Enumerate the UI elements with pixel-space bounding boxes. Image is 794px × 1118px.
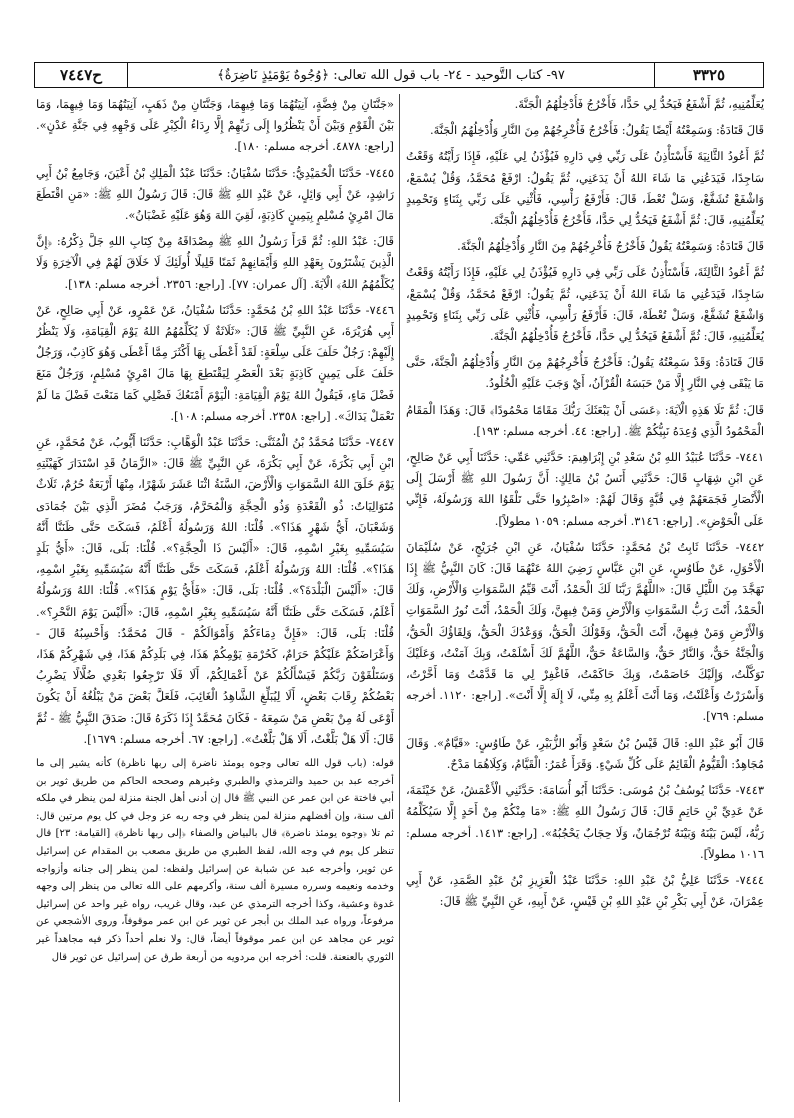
text-paragraph: ٧٤٤٢- حَدَّثَنَا ثَابِتُ بْنُ مُحَمَّدٍ: حَدَّثَنَا سُفْيَانُ، عَنِ ابْنِ جُرَيْجٍ، عَنْ سُلَيْمَانَ الْأَحْوَلِ، عَنْ طَاوُسٍ، عَنِ ابْنِ عَبَّاسٍ رَضِيَ اللهُ عَنْهُمَا قَالَ: كَانَ النَّبِيُّ ﷺ إِذَا تَهَجَّدَ مِنَ اللَّيْلِ قَالَ: «اللَّهُمَّ رَبَّنَا لَكَ الْحَمْدُ، أَنْتَ قَيِّمُ السَّمَوَاتِ وَالْأَرْضِ، وَلَكَ الْحَمْدُ، أَنْتَ رَبُّ السَّمَوَاتِ وَالْأَرْضِ وَمَنْ فِيهِنَّ، وَلَكَ الْحَمْدُ، أَنْتَ نُورُ السَّمَوَاتِ وَالْأَرْضِ وَمَنْ فِيهِنَّ، أَنْتَ الْحَقُّ، وَقَوْلُكَ الْحَقُّ، وَوَعْدُكَ الْحَقُّ، وَلِقَاؤُكَ الْحَقُّ، وَالْجَنَّةُ حَقٌّ، وَالنَّارُ حَقٌّ، وَالسَّاعَةُ حَقٌّ، اللَّهُمَّ لَكَ أَسْلَمْتُ، وَبِكَ آمَنْتُ، وَعَلَيْكَ تَوَكَّلْتُ، وَإِلَيْكَ خَاصَمْتُ، وَبِكَ حَاكَمْتُ، فَاغْفِرْ لِي مَا قَدَّمْتُ وَمَا أَخَّرْتُ، وَأَسْرَرْتُ وَأَعْلَنْتُ، وَمَا أَنْتَ أَعْلَمُ بِهِ مِنِّي، لَا إِلَهَ إِلَّا أَنْتَ». [راجع: ١١٢٠. أخرجه مسلم: ٧٦٩].: [406, 539, 764, 724]
text-paragraph: قَالَ قَتَادَةُ: وَقَدْ سَمِعْتُهُ يَقُولُ: فَأَخْرُجُ فَأُخْرِجُهُمْ مِنَ النَّارِ وَأُدْخِلُهُمُ الْجَنَّةَ، حَتَّى مَا يَبْقَى فِي النَّارِ إِلَّا مَنْ حَبَسَهُ الْقُرْآنُ، أَيْ وَجَبَ عَلَيْهِ الْخُلُودُ.: [406, 355, 764, 391]
page-header: [34, 62, 764, 88]
text-paragraph: «جَنَّتَانِ مِنْ فِضَّةٍ، آنِيَتُهُمَا وَمَا فِيهِمَا، وَجَنَّتَانِ مِنْ ذَهَبٍ، آنِيَتُهُمَا وَمَا فِيهِمَا، وَمَا بَيْنَ الْقَوْمِ وَبَيْنَ أَنْ يَنْظُرُوا إِلَى رَبِّهِمْ إِلَّا رِدَاءُ الْكِبْرِ عَلَى وَجْهِهِ فِي جَنَّةِ عَدْنٍ». [راجع: ٤٨٧٨. أخرجه مسلم: ١٨٠].: [36, 97, 394, 154]
text-paragraph: ثُمَّ أَعُودُ الثَّانِيَةَ فَأَسْتَأْذِنُ عَلَى رَبِّي فِي دَارِهِ فَيُؤْذَنُ لِي عَلَيْهِ، فَإِذَا رَأَيْتُهُ وَقَعْتُ سَاجِدًا، فَيَدَعُنِي مَا شَاءَ اللهُ أَنْ يَدَعَنِي، ثُمَّ يَقُولُ: ارْفَعْ مُحَمَّدُ، وَقُلْ يُسْمَعْ، وَاشْفَعْ تُشَفَّعْ، وَسَلْ تُعْطَ، قَالَ: فَأَرْفَعُ رَأْسِي، فَأُثْنِي عَلَى رَبِّي بِثَنَاءٍ وَتَحْمِيدٍ يُعَلِّمُنِيهِ، قَالَ: ثُمَّ أَشْفَعُ فَيَحُدُّ لِي حَدًّا، فَأَخْرُجُ فَأُدْخِلُهُمُ الْجَنَّةَ.: [406, 149, 764, 228]
commentary-paragraph: قوله: (باب قول الله تعالى وجوه يومئذ ناضرة إلى ربها ناظرة) كأنه يشير إلى ما أخرجه عبد بن حميد والترمذي والطبري وغيرهم وصححه الحاكم من طريق ثوير بن أبي فاختة عن ابن عمر عن النبي ﷺ قال إن أدنى أهل الجنة منزلة لمن ينظر في ملكه ألف سنة، وإن أفضلهم منزلة لمن ينظر في وجه ربه عز وجل في كل يوم مرتين قال: ثم تلا ﴿وجوه يومئذ ناضرة﴾ قال بالبياض والصفاء ﴿إلى ربها ناظرة﴾ [القيامة: ٢٣] قال تنظر كل يوم في وجه الله، لفظ الطبري من طريق مصعب بن المقدام عن إسرائيل عن ثوير، وأخرجه عبد عن شبابة عن إسرائيل ولفظه: لمن ينظر إلى جنانه وأزواجه وخدمه ونعيمه وسرره مسيرة ألف سنة، وأكرمهم على الله تعالى من ينظر إلى وجهه غدوة وعشية، وكذا أخرجه الترمذي عن عبد، وقال غريب، رواه غير واحد عن إسرائيل مرفوعاً، ورواه عبد الملك بن أبجر عن ثوير عن ابن عمر موقوفاً، وروى الأشجعي عن ثوير عن مجاهد عن ابن عمر موقوفاً أيضاً، قال: ولا نعلم أحداً ذكر فيه مجاهداً غير الثوري بالعنعنة. قلت: أخرجه ابن مردويه من أربعة طرق عن إسرائيل عن ثوير قال: [36, 758, 394, 963]
column-divider: [399, 94, 400, 1102]
text-paragraph: قَالَ أَبُو عَبْدِ اللهِ: قَالَ قَيْسُ بْنُ سَعْدٍ وَأَبُو الزُّبَيْرِ، عَنْ طَاوُسٍ: «قَيَّامٌ». وَقَالَ مُجَاهِدٌ: الْقَيُّومُ الْقَائِمُ عَلَى كُلِّ شَيْءٍ. وَقَرَأَ عُمَرُ: الْقَيَّامُ، وَكِلَاهُمَا مَدْحٌ.: [406, 735, 764, 771]
text-paragraph: يُعَلِّمُنِيهِ، ثُمَّ أَشْفَعُ فَيَحُدُّ لِي حَدًّا، فَأَخْرُجُ فَأُدْخِلُهُمُ الْجَنَّةَ.: [514, 97, 764, 111]
text-paragraph: ٧٤٤١- حَدَّثَنَا عُبَيْدُ اللهِ بْنُ سَعْدِ بْنِ إِبْرَاهِيمَ: حَدَّثَنِي عَمِّي: حَدَّثَنَا أَبِي عَنْ صَالِحٍ، عَنِ ابْنِ شِهَابٍ قَالَ: حَدَّثَنِي أَنَسُ بْنُ مَالِكٍ: أَنَّ رَسُولَ اللهِ ﷺ أَرْسَلَ إِلَى الْأَنْصَارِ فَجَمَعَهُمْ فِي قُبَّةٍ وَقَالَ لَهُمْ: «اصْبِرُوا حَتَّى تَلْقَوُا اللهَ وَرَسُولَهُ، فَإِنِّي عَلَى الْحَوْضِ». [راجع: ٣١٤٦. أخرجه مسلم: ١٠٥٩ مطولاً].: [406, 450, 764, 528]
text-paragraph: ثُمَّ أَعُودُ الثَّالِثَةَ، فَأَسْتَأْذِنُ عَلَى رَبِّي فِي دَارِهِ فَيُؤْذَنُ لِي عَلَيْهِ، فَإِذَا رَأَيْتُهُ وَقَعْتُ سَاجِدًا، فَيَدَعُنِي مَا شَاءَ اللهُ أَنْ يَدَعَنِي، ثُمَّ يَقُولُ: ارْفَعْ مُحَمَّدُ، وَقُلْ يُسْمَعْ، وَاشْفَعْ تُشَفَّعْ، وَسَلْ تُعْطَهْ، قَالَ: فَأَرْفَعُ رَأْسِي، فَأُثْنِي عَلَى رَبِّي بِثَنَاءٍ وَتَحْمِيدٍ يُعَلِّمُنِيهِ، قَالَ: ثُمَّ أَشْفَعُ فَيَحُدُّ لِي حَدًّا، فَأَخْرُجُ فَأُدْخِلُهُمُ الْجَنَّةَ.: [406, 265, 764, 344]
text-paragraph: ٧٤٤٧- حَدَّثَنَا مُحَمَّدُ بْنُ الْمُثَنَّى: حَدَّثَنَا عَبْدُ الْوَهَّابِ: حَدَّثَنَا أَيُّوبُ، عَنْ مُحَمَّدٍ، عَنِ ابْنِ أَبِي بَكْرَةَ، عَنْ أَبِي بَكْرَةَ، عَنِ النَّبِيِّ ﷺ قَالَ: «الزَّمَانُ قَدِ اسْتَدَارَ كَهَيْئَتِهِ يَوْمَ خَلَقَ اللهُ السَّمَوَاتِ وَالْأَرْضَ، السَّنَةُ اثْنَا عَشَرَ شَهْرًا، مِنْهَا أَرْبَعَةٌ حُرُمٌ، ثَلَاثٌ مُتَوَالِيَاتٌ: ذُو الْقَعْدَةِ وَذُو الْحِجَّةِ وَالْمُحَرَّمُ، وَرَجَبُ مُضَرَ الَّذِي بَيْنَ جُمَادَى وَشَعْبَانَ، أَيُّ شَهْرٍ هَذَا؟». قُلْنَا: اللهُ وَرَسُولُهُ أَعْلَمُ، فَسَكَتَ حَتَّى ظَنَنَّا أَنَّهُ سَيُسَمِّيهِ بِغَيْرِ اسْمِهِ، قَالَ: «أَلَيْسَ ذَا الْحِجَّةِ؟». قُلْنَا: بَلَى، قَالَ: «أَيُّ بَلَدٍ هَذَا؟». قُلْنَا: اللهُ وَرَسُولُهُ أَعْلَمُ، فَسَكَتَ حَتَّى ظَنَنَّا أَنَّهُ سَيُسَمِّيهِ بِغَيْرِ اسْمِهِ، قَالَ: «أَلَيْسَ الْبَلْدَةَ؟». قُلْنَا: بَلَى، قَالَ: «فَأَيُّ يَوْمٍ هَذَا؟». قُلْنَا: اللهُ وَرَسُولُهُ أَعْلَمُ، فَسَكَتَ حَتَّى ظَنَنَّا أَنَّهُ سَيُسَمِّيهِ بِغَيْرِ اسْمِهِ، قَالَ: «أَلَيْسَ يَوْمَ النَّحْرِ؟». قُلْنَا: بَلَى، قَالَ: «فَإِنَّ دِمَاءَكُمْ وَأَمْوَالَكُمْ - قَالَ مُحَمَّدٌ: وَأَحْسِبُهُ قَالَ - وَأَعْرَاضَكُمْ عَلَيْكُمْ حَرَامٌ، كَحُرْمَةِ يَوْمِكُمْ هَذَا، فِي بَلَدِكُمْ هَذَا، فِي شَهْرِكُمْ هَذَا، وَسَتَلْقَوْنَ رَبَّكُمْ فَيَسْأَلُكُمْ عَنْ أَعْمَالِكُمْ، أَلَا فَلَا تَرْجِعُوا بَعْدِي ضُلَّالًا يَضْرِبُ بَعْضُكُمْ رِقَابَ بَعْضٍ، أَلَا لِيُبَلِّغِ الشَّاهِدُ الْغَائِبَ، فَلَعَلَّ بَعْضَ مَنْ يَبْلُغُهُ أَنْ يَكُونَ أَوْعَى لَهُ مِنْ بَعْضِ مَنْ سَمِعَهُ - فَكَانَ مُحَمَّدٌ إِذَا ذَكَرَهُ قَالَ: صَدَقَ النَّبِيُّ ﷺ - ثُمَّ قَالَ: أَلَا هَلْ بَلَّغْتُ، أَلَا هَلْ بَلَّغْتُ». [راجع: ٦٧. أخرجه مسلم: ١٦٧٩].: [36, 435, 394, 746]
right-text-column: [406, 94, 764, 1104]
left-text-column: [36, 94, 394, 1104]
text-paragraph: قَالَ: ثُمَّ تَلَا هَذِهِ الْآيَةَ: ﴿عَسَى أَنْ يَبْعَثَكَ رَبُّكَ مَقَامًا مَحْمُودًا﴾ قَالَ: وَهَذَا الْمَقَامُ الْمَحْمُودُ الَّذِي وُعِدَهُ نَبِيُّكُمْ ﷺ. [راجع: ٤٤. أخرجه مسلم: ١٩٣].: [406, 402, 764, 438]
text-paragraph: ٧٤٤٣- حَدَّثَنَا يُوسُفُ بْنُ مُوسَى: حَدَّثَنَا أَبُو أُسَامَةَ: حَدَّثَنِي الْأَعْمَشُ، عَنْ خَيْثَمَةَ، عَنْ عَدِيِّ بْنِ حَاتِمٍ قَالَ: قَالَ رَسُولُ اللهِ ﷺ: «مَا مِنْكُمْ مِنْ أَحَدٍ إِلَّا سَيُكَلِّمُهُ رَبُّهُ، لَيْسَ بَيْنَهُ وَبَيْنَهُ تُرْجُمَانٌ، وَلَا حِجَابٌ يَحْجُبُهُ». [راجع: ١٤١٣. أخرجه مسلم: ١٠١٦ مطولاً].: [406, 783, 764, 861]
page-number: ٣٣٢٥: [654, 63, 763, 87]
chapter-title: ٩٧- كتاب التَّوحيد - ٢٤- باب قول الله تعالى: ﴿وُجُوهٌ يَوْمَئِذٍ نَاضِرَةٌ﴾: [217, 67, 565, 83]
text-paragraph: ٧٤٤٥- حَدَّثَنَا الْحُمَيْدِيُّ: حَدَّثَنَا سُفْيَانُ: حَدَّثَنَا عَبْدُ الْمَلِكِ بْنُ أَعْيَنَ، وَجَامِعُ بْنُ أَبِي رَاشِدٍ، عَنْ أَبِي وَائِلٍ، عَنْ عَبْدِ اللهِ ﷺ قَالَ: قَالَ رَسُولُ اللهِ ﷺ: «مَنِ اقْتَطَعَ مَالَ امْرِئٍ مُسْلِمٍ بِيَمِينٍ كَاذِبَةٍ، لَقِيَ اللهَ وَهُوَ عَلَيْهِ غَضْبَانُ».: [36, 165, 394, 223]
text-paragraph: قَالَ قَتَادَةُ: وَسَمِعْتُهُ يَقُولُ فَأَخْرُجُ فَأُخْرِجُهُمْ مِنَ النَّارِ وَأُدْخِلُهُمُ الْجَنَّةَ.: [457, 239, 764, 254]
text-paragraph: قَالَ: عَبْدُ اللهِ: ثُمَّ قَرَأَ رَسُولُ اللهِ ﷺ مِصْدَاقَهُ مِنْ كِتَابِ اللهِ جَلَّ ذِكْرُهُ: ﴿إِنَّ الَّذِينَ يَشْتَرُونَ بِعَهْدِ اللهِ وَأَيْمَانِهِمْ ثَمَنًا قَلِيلًا أُولَئِكَ لَا خَلَاقَ لَهُمْ فِي الْآخِرَةِ وَلَا يُكَلِّمُهُمُ اللهُ﴾ الْآيَةَ. [آل عمران: ٧٧]. [راجع: ٢٣٥٦. أخرجه مسلم: ١٣٨].: [36, 234, 394, 291]
text-paragraph: ٧٤٤٦- حَدَّثَنَا عَبْدُ اللهِ بْنُ مُحَمَّدٍ: حَدَّثَنَا سُفْيَانُ، عَنْ عَمْرٍو، عَنْ أَبِي صَالِحٍ، عَنْ أَبِي هُرَيْرَةَ، عَنِ النَّبِيِّ ﷺ قَالَ: «ثَلَاثَةٌ لَا يُكَلِّمُهُمُ اللهُ يَوْمَ الْقِيَامَةِ، وَلَا يَنْظُرُ إِلَيْهِمْ: رَجُلٌ حَلَفَ عَلَى سِلْعَةٍ: لَقَدْ أَعْطَى بِهَا أَكْثَرَ مِمَّا أَعْطَى وَهُوَ كَاذِبٌ، وَرَجُلٌ حَلَفَ عَلَى يَمِينٍ كَاذِبَةٍ بَعْدَ الْعَصْرِ لِيَقْتَطِعَ بِهَا مَالَ امْرِئٍ مُسْلِمٍ، وَرَجُلٌ مَنَعَ فَضْلَ مَاءٍ، فَيَقُولُ اللهُ يَوْمَ الْقِيَامَةِ: الْيَوْمَ أَمْنَعُكَ فَضْلِي كَمَا مَنَعْتَ فَضْلَ مَا لَمْ تَعْمَلْ يَدَاكَ». [راجع: ٢٣٥٨. أخرجه مسلم: ١٠٨].: [36, 302, 394, 423]
hadith-reference: ح٧٤٤٧: [35, 63, 128, 87]
text-paragraph: قَالَ قَتَادَةُ: وَسَمِعْتُهُ أَيْضًا يَقُولُ: فَأَخْرُجُ فَأُخْرِجُهُمْ مِنَ النَّارِ وَأُدْخِلُهُمُ الْجَنَّةَ.: [430, 123, 764, 138]
text-paragraph: ٧٤٤٤- حَدَّثَنَا عَلِيُّ بْنُ عَبْدِ اللهِ: حَدَّثَنَا عَبْدُ الْعَزِيزِ بْنُ عَبْدِ الصَّمَدِ، عَنْ أَبِي عِمْرَانَ، عَنْ أَبِي بَكْرِ بْنِ عَبْدِ اللهِ بْنِ قَيْسٍ، عَنْ أَبِيهِ، عَنِ النَّبِيِّ ﷺ قَالَ:: [406, 872, 764, 909]
